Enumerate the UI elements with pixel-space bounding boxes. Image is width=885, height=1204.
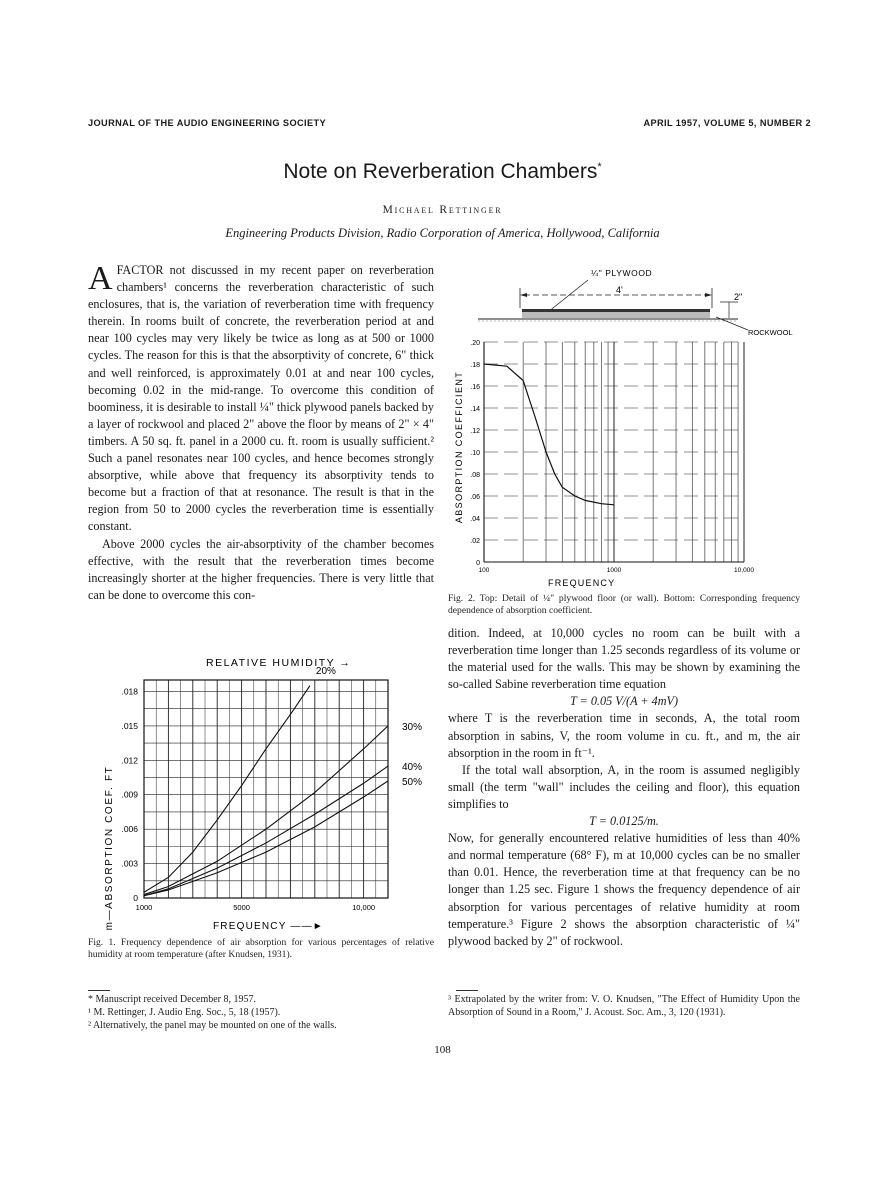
journal-header: JOURNAL OF THE AUDIO ENGINEERING SOCIETY xyxy=(88,118,327,128)
fig2-y-tick-label: .12 xyxy=(470,428,480,435)
fig1-y-tick-label: .009 xyxy=(121,789,138,800)
footnotes-left xyxy=(88,993,434,1032)
fig1-y-tick-label: .018 xyxy=(121,686,138,697)
dim-4ft-label: 4' xyxy=(616,285,623,295)
fig1-bottom-label: FREQUENCY ——► xyxy=(213,921,324,932)
dim-2in-label: 2" xyxy=(734,292,743,302)
fig2-x-axis-label: FREQUENCY xyxy=(548,578,616,588)
fig2-x-tick-label: 10,000 xyxy=(734,567,754,574)
footnote-rule-right xyxy=(456,990,478,991)
right-column-text xyxy=(448,625,800,950)
footnote-star: * Manuscript received December 8, 1957. xyxy=(88,994,256,1005)
fig1-series-label: 20% xyxy=(315,666,336,677)
fig1-series-line xyxy=(144,686,310,893)
figure-1-chart xyxy=(88,648,438,933)
fig2-y-tick-label: .14 xyxy=(470,406,480,413)
fig1-top-label: RELATIVE HUMIDITY → xyxy=(206,657,352,669)
fig2-x-tick-label: 1000 xyxy=(606,567,622,574)
right-paragraph-4: Now, for generally encountered relative humidities of less than 40% and normal temperature (68° F), m at 10,000 cycles can be no smaller than 0.01. Hence, the reverberation time at that frequency can be no longer than 1.25 sec. Figure 1 shows the frequency dependence of air absorption for various percentages of relative humidity at room temperature.³ Figure 2 shows the absorption characteristic of ¼" plywood backed by 2" of rockwool. xyxy=(448,831,800,948)
fig2-y-axis-label: ABSORPTION COEFFICIENT xyxy=(454,370,464,524)
dim-arrow-left xyxy=(520,293,527,297)
fig1-y-tick-label: .012 xyxy=(121,755,138,766)
title-footnote-mark: * xyxy=(597,161,602,173)
paragraph-1 xyxy=(88,262,434,536)
fig1-series-label: 30% xyxy=(402,721,423,733)
fig2-y-tick-label: .20 xyxy=(470,340,480,347)
fig2-grid xyxy=(484,342,744,562)
fig2-y-tick-label: .06 xyxy=(470,494,480,501)
footnote-1: ¹ M. Rettinger, J. Audio Eng. Soc., 5, 18 (1957). xyxy=(88,1007,281,1018)
fig1-y-tick-label: .003 xyxy=(121,858,138,869)
author-name: Michael Rettinger xyxy=(382,204,503,216)
right-paragraph-2: where T is the reverberation time in seconds, A, the total room absorption in sabins, V, the room volume in cu. ft., and m, the air absorption in the room in ft⁻¹. xyxy=(448,711,800,760)
drop-cap: A xyxy=(88,260,113,297)
fig1-x-tick-label: 5000 xyxy=(233,903,250,912)
fig1-y-tick-label: 0 xyxy=(133,893,138,903)
page-number: 108 xyxy=(434,1044,451,1056)
fig2-y-tick-label: .04 xyxy=(470,516,480,523)
fig1-y-axis-label: m—ABSORPTION COEF. FT xyxy=(104,765,115,931)
fig1-x-tick-label: 1000 xyxy=(135,903,153,912)
right-paragraph-1: dition. Indeed, at 10,000 cycles no room can be built with a reverberation time longer than 1.25 seconds regardless of its volume or the material used for the walls. This may be shown by examining the so-called Sabine reverberation time equation xyxy=(448,626,800,692)
left-column-text xyxy=(88,262,434,604)
issue-header: APRIL 1957, VOLUME 5, NUMBER 2 xyxy=(643,118,811,128)
title-text: Note on Reverberation Chambers xyxy=(283,160,598,183)
fig2-y-tick-label: .16 xyxy=(470,384,480,391)
rockwool-label: ROCKWOOL xyxy=(748,328,793,337)
fig1-x-tick-label: 10,000 xyxy=(352,903,376,912)
right-paragraph-3: If the total wall absorption, A, in the room is assumed negligibly small (the term "wall" includes the ceiling and floor), this equation simplifies to xyxy=(448,762,800,811)
equation-2: T = 0.0125/m. xyxy=(589,814,659,829)
fig1-y-tick-label: .015 xyxy=(121,720,138,731)
plywood-detail-drawing xyxy=(478,268,793,337)
footnote-rule-left xyxy=(88,990,110,991)
figure-2-chart xyxy=(448,262,800,592)
plywood-panel xyxy=(522,309,710,312)
plywood-label: ¼" PLYWOOD xyxy=(591,268,653,278)
figure-2-caption: Fig. 2. Top: Detail of ¼" plywood floor (or wall). Bottom: Corresponding frequency dependence of absorption coefficient. xyxy=(448,593,800,617)
fig1-y-tick-label: .006 xyxy=(121,824,138,835)
equation-1: T = 0.05 V/(A + 4mV) xyxy=(569,694,679,709)
dim-arrow-right xyxy=(705,293,712,297)
fig2-y-tick-label: .10 xyxy=(470,450,480,457)
page-title xyxy=(0,160,885,184)
rockwool-layer xyxy=(522,312,710,318)
fig2-y-tick-label: .02 xyxy=(470,538,480,545)
plywood-leader-line xyxy=(548,280,588,312)
fig2-x-tick-label: 100 xyxy=(478,567,490,574)
fig2-y-tick-label: .08 xyxy=(470,472,480,479)
fig2-y-tick-label: 0 xyxy=(476,560,480,567)
fig2-y-tick-label: .18 xyxy=(470,362,480,369)
fig1-series-label: 40% xyxy=(402,762,423,774)
paragraph-2: Above 2000 cycles the air-absorptivity of the chamber becomes effective, with the result that the reverberation times become increasingly shorter at the higher frequencies. There is very little that can be done to overcome this con- xyxy=(88,536,434,602)
fig1-series-label: 50% xyxy=(402,776,423,788)
author-affiliation: Engineering Products Division, Radio Corporation of America, Hollywood, California xyxy=(225,226,660,240)
fig2-series-line xyxy=(484,364,614,505)
footnote-2: ² Alternatively, the panel may be mounted on one of the walls. xyxy=(88,1020,337,1031)
paragraph-1-body: FACTOR not discussed in my recent paper on reverberation chambers¹ concerns the reverberation characteristic of such enclosures, that is, the variation of reverberation time with frequency therein. In rooms built of concrete, the reverberation period at and near 100 cycles may very likely be twice as long as at 500 or 1000 cycles. The reason for this is that the absorptivity of concrete, 6" thick and well reinforced, is approximately 0.01 at and near 100 cycles, becoming 0.02 in the mid-range. To overcome this condition of boominess, it is desirable to install ¼" thick plywood panels backed by a layer of rockwool and placed 2" above the floor by means of 2" × 4" timbers. A 50 sq. ft. panel in a 2000 cu. ft. room is usually sufficient.² Such a panel resonates near 100 cycles, and hence becomes strongly absorptive, while above that frequency its absorptivity tends to become but a fraction of that at resonance. The result is that in the region from 50 to 2000 cycles the reverberation time is essentially constant. xyxy=(88,263,434,534)
footnote-3: ³ Extrapolated by the writer from: V. O. Knudsen, "The Effect of Humidity Upon the Absorption of Sound in a Room," J. Acoust. Soc. Am., 3, 120 (1931). xyxy=(448,994,800,1018)
figure-1-caption: Fig. 1. Frequency dependence of air absorption for various percentages of relative humidity at room temperature (after Knudsen, 1931). xyxy=(88,937,434,961)
